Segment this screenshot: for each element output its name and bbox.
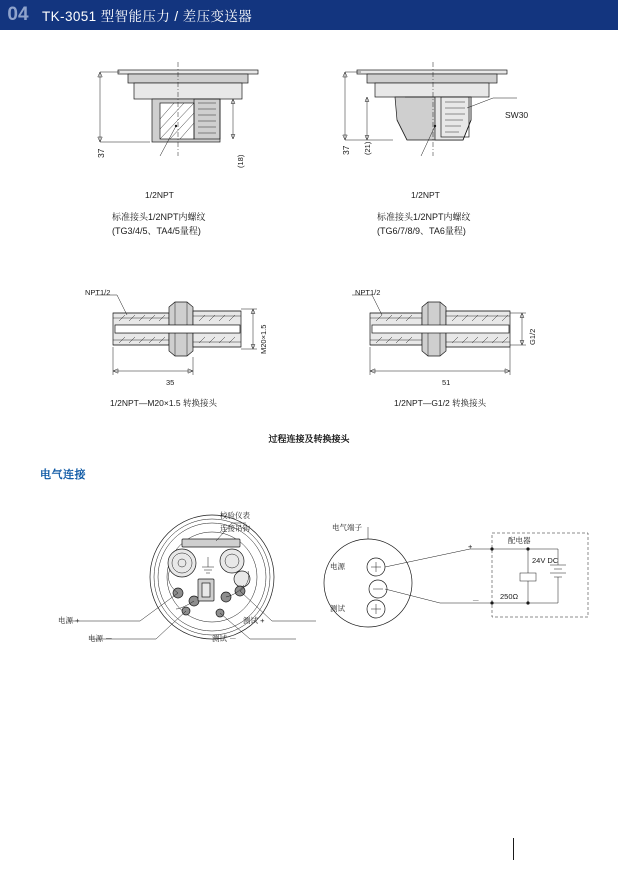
g12-thread-label: G1/2 xyxy=(528,328,537,345)
page-title: TK-3051 型智能压力 / 差压变送器 xyxy=(42,9,253,24)
dimension-18-left: (18) xyxy=(236,154,245,168)
figure-top-right-caption-1: 标准接头1/2NPT内螺纹 xyxy=(377,212,471,222)
figure-mid-left-drawing xyxy=(95,285,285,395)
sw30-label: SW30 xyxy=(505,110,529,120)
dimension-37-right: 37 xyxy=(341,145,351,155)
process-connection-caption: 过程连接及转换接头 xyxy=(268,434,350,444)
dimension-37-left: 37 xyxy=(96,148,106,158)
supply-voltage-label: 24V DC xyxy=(532,556,559,565)
figure-mid-right-caption: 1/2NPT—G1/2 转换接头 xyxy=(394,398,487,408)
footer-rule xyxy=(513,838,514,860)
page-header xyxy=(0,0,618,30)
terminal-power-plus-label: 电源 + xyxy=(58,616,80,625)
wiring-test-label: 测试 xyxy=(330,604,345,613)
npt-label-mid-right: NPT1/2 xyxy=(355,288,381,297)
hook-label-line2: 连接吊钩 xyxy=(220,524,250,533)
wiring-minus-sign: － xyxy=(472,596,480,605)
npt-label-mid-left: NPT1/2 xyxy=(85,288,111,297)
terminal-title-label: 电气端子 xyxy=(332,523,362,532)
dimension-35: 35 xyxy=(166,378,175,387)
figure-top-left-caption-1: 标准接头1/2NPT内螺纹 xyxy=(112,212,206,222)
figure-mid-right-drawing xyxy=(352,285,552,395)
page-number: 04 xyxy=(7,4,29,25)
figure-top-left-drawing xyxy=(90,60,290,210)
wiring-plus-sign: + xyxy=(468,542,473,551)
figure-top-right-drawing xyxy=(335,60,545,210)
terminal-test-minus-label: 测试 － xyxy=(212,634,237,643)
terminal-test-plus-label: 测试 + xyxy=(243,616,265,625)
m20-thread-label: M20×1.5 xyxy=(259,324,268,354)
figure-top-right-caption-2: (TG6/7/8/9、TA6量程) xyxy=(377,226,466,236)
figure-top-left-caption-2: (TG3/4/5、TA4/5量程) xyxy=(112,226,201,236)
figure-wiring-diagram xyxy=(320,515,600,645)
thread-label-1-2npt-left: 1/2NPT xyxy=(145,190,174,200)
dimension-21-right: (21) xyxy=(363,141,372,155)
resistor-value-label: 250Ω xyxy=(500,592,519,601)
dimension-51: 51 xyxy=(442,378,451,387)
wiring-power-label: 电源 xyxy=(330,562,345,571)
thread-label-1-2npt-right: 1/2NPT xyxy=(411,190,440,200)
hook-label-line1: 校验仪表 xyxy=(220,511,250,520)
section-title-electrical: 电气连接 xyxy=(40,469,86,481)
figure-mid-left-caption: 1/2NPT—M20×1.5 转换接头 xyxy=(110,398,217,408)
supply-title-label: 配电器 xyxy=(508,536,531,545)
terminal-power-minus-label: 电源 － xyxy=(88,634,113,643)
